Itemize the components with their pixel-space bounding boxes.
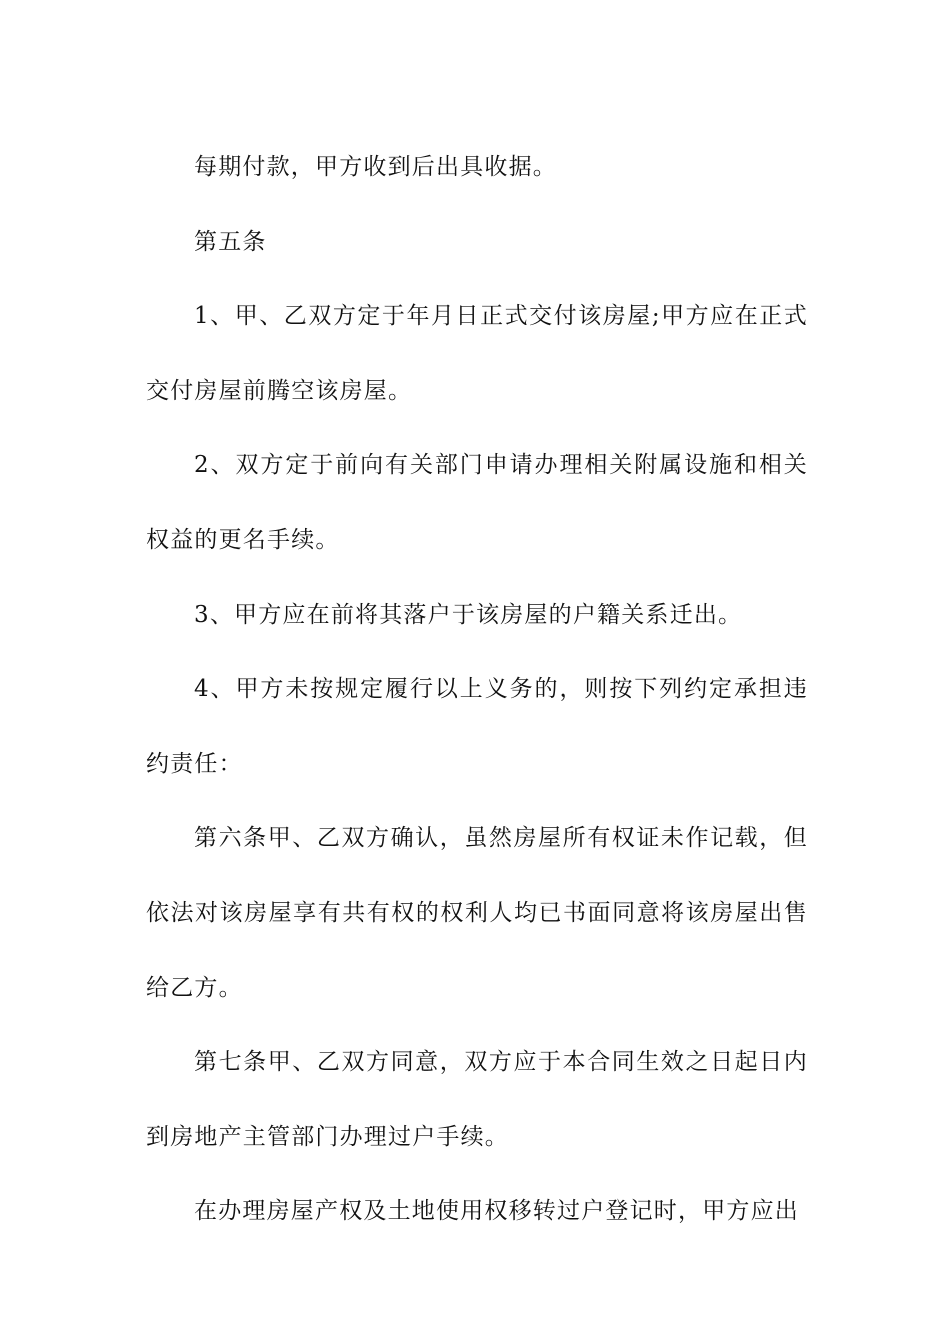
article-7: 第七条甲、乙双方同意，双方应于本合同生效之日起日内到房地产主管部门办理过户手续。 [146,1049,808,1150]
article-5-clause-1: 1、甲、乙双方定于年月日正式交付该房屋;甲方应在正式交付房屋前腾空该房屋。 [146,303,808,404]
paragraph-transfer-registration: 在办理房屋产权及土地使用权移转过户登记时，甲方应出 [194,1198,799,1225]
article-6: 第六条甲、乙双方确认，虽然房屋所有权证未作记载，但依法对该房屋享有共有权的权利人均已书面同意将该房屋出售给乙方。 [146,825,808,1001]
article-5-clause-4: 4、甲方未按规定履行以上义务的，则按下列约定承担违约责任： [146,676,808,777]
paragraph-payment-receipt: 每期付款，甲方收到后出具收据。 [194,154,557,180]
article-5-heading: 第五条 [194,228,267,255]
document-body [146,130,808,1249]
article-5-clause-2: 2、双方定于前向有关部门申请办理相关附属设施和相关权益的更名手续。 [146,452,808,553]
article-5-clause-3: 3、甲方应在前将其落户于该房屋的户籍关系迁出。 [194,601,743,628]
